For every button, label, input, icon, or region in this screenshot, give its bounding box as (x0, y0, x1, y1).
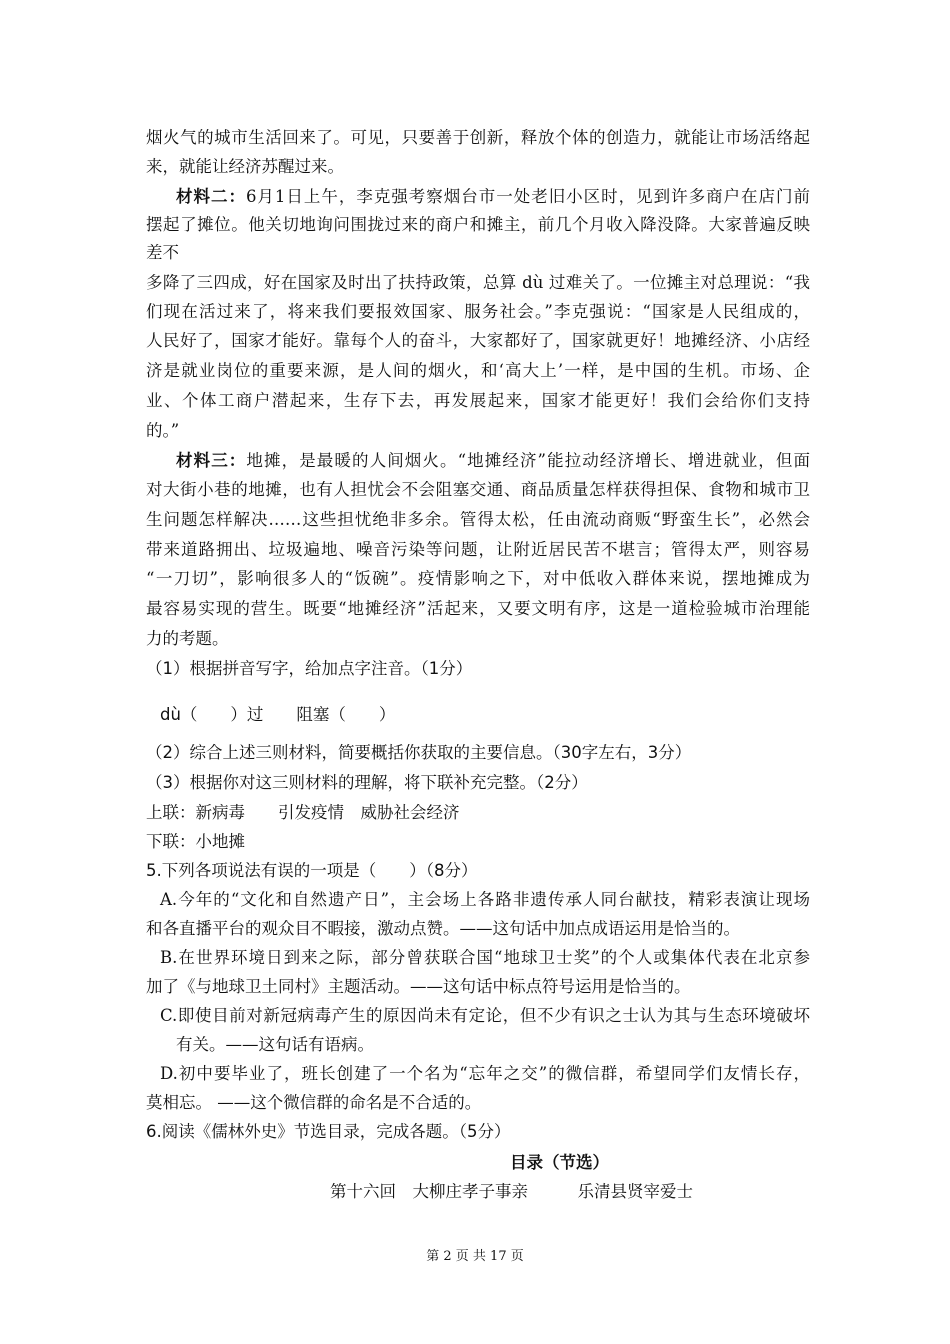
text-line: 生问题怎样解决……这些担忧绝非多余。管得太松，任由流动商贩“野蛮生长”，必然会 (146, 510, 810, 529)
text-line: 多降了三四成，好在国家及时出了扶持政策，总算 dù 过难关了。一位摊主对总理说：“我 (146, 273, 810, 292)
text-line: 人民好了，国家才能好。靠每个人的奋斗，大家都好了，国家就更好！地摊经济、小店经 (146, 331, 810, 350)
option-c: C.即使目前对新冠病毒产生的原因尚未有定论，但不少有识之士认为其与生态环境破坏 (160, 1006, 810, 1025)
couplet-upper: 上联：新病毒 引发疫情 威胁社会经济 (146, 803, 460, 822)
question-1-blanks: dù（ ）过 阻塞（ ） (160, 705, 396, 724)
text-line: 差不 (146, 243, 179, 262)
question-3: （3）根据你对这三则材料的理解，将下联补充完整。（2分） (146, 773, 588, 792)
question-5: 5.下列各项说法有误的一项是（ ）（8分） (146, 861, 478, 880)
text-line: 的。” (146, 421, 180, 440)
option-c-cont: 有关。——这句话有语病。 (176, 1035, 374, 1054)
material-2-first-line (176, 186, 810, 208)
text-line: 济是就业岗位的重要来源，是人间的烟火，和‘高大上’一样，是中国的生机。市场、企 (146, 361, 810, 380)
text-line: 业、个体工商户潜起来，生存下去，再发展起来，国家才能更好！我们会给你们支持 (146, 391, 810, 410)
option-b-cont: 加了《与地球卫土同村》主题活动。——这句话中标点符号运用是恰当的。 (146, 977, 691, 996)
option-b: B.在世界环境日到来之际，部分曾获联合国“地球卫士奖”的个人或集体代表在北京参 (160, 948, 810, 967)
option-a: A.今年的“文化和自然遗产日”，主会场上各路非遗传承人同台献技，精彩表演让现场 (160, 890, 810, 909)
text-line: 最容易实现的营生。既要“地摊经济”活起来，又要文明有序，这是一道检验城市治理能 (146, 599, 810, 618)
question-1: （1）根据拼音写字，给加点字注音。（1分） (146, 659, 473, 678)
option-a-cont: 和各直播平台的观众目不暇接，激动点赞。——这句话中加点成语运用是恰当的。 (146, 919, 740, 938)
text-line: 带来道路拥出、垃圾遍地、噪音污染等问题，让附近居民苦不堪言；管得太严，则容易 (146, 540, 810, 559)
question-2: （2）综合上述三则材料，简要概括你获取的主要信息。（30字左右，3分） (146, 743, 692, 762)
option-d: D.初中要毕业了，班长创建了一个名为“忘年之交”的微信群，希望同学们友情长存， (160, 1064, 810, 1083)
text-line: 们现在活过来了，将来我们要报效国家、服务社会。”李克强说：“国家是人民组成的， (146, 302, 810, 321)
text-line: 地摊，是最暖的人间烟火。“地摊经济”能拉动经济增长、增进就业，但面 (246, 451, 810, 470)
material-3-first-line (176, 450, 810, 472)
question-6: 6.阅读《儒林外史》节选目录，完成各题。（5分） (146, 1122, 511, 1141)
material-2-label: 材料二： (176, 187, 246, 206)
text-line: 对大街小巷的地摊，也有人担忧会不会阻塞交通、商品质量怎样获得担保、食物和城市卫 (146, 480, 810, 499)
toc-title: 目录（节选） (510, 1153, 609, 1172)
couplet-lower: 下联：小地摊 (146, 832, 245, 851)
text-line: “一刀切”，影响很多人的“饭碗”。疫情影响之下，对中低收入群体来说，摆地摊成为 (146, 569, 810, 588)
page-footer: 第 2 页 共 17 页 (426, 1249, 524, 1264)
text-line: 烟火气的城市生活回来了。可见，只要善于创新，释放个体的创造力，就能让市场活络起 (146, 128, 810, 147)
text-line: 6月1日上午，李克强考察烟台市一处老旧小区时，见到许多商户在店门前 (245, 187, 811, 206)
toc-entry: 第十六回 大柳庄孝子事亲 乐清县贤宰爱士 (330, 1182, 693, 1201)
text-line: 力的考题。 (146, 629, 229, 648)
option-d-cont: 莫相忘。 ——这个微信群的命名是不合适的。 (146, 1093, 482, 1112)
text-line: 摆起了摊位。他关切地询问围拢过来的商户和摊主，前几个月收入降没降。大家普遍反映 (146, 215, 810, 234)
material-3-label: 材料三： (176, 451, 247, 470)
text-line: 来，就能让经济苏醒过来。 (146, 157, 344, 176)
